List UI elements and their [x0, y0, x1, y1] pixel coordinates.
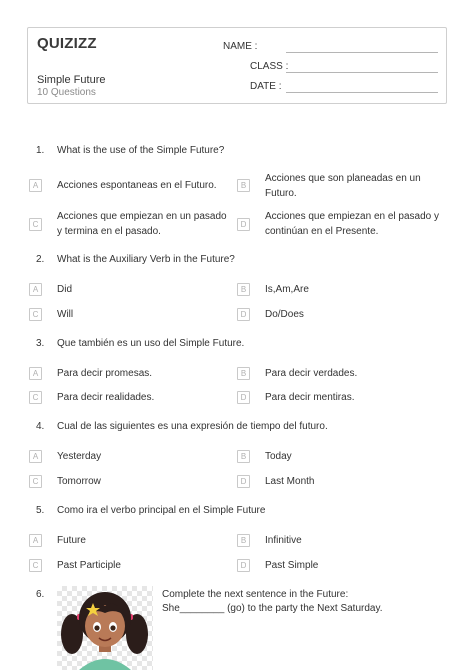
question-4-text: Cual de las siguientes es una expresión de tiempo del futuro.: [57, 421, 328, 432]
option-letter-a[interactable]: A: [29, 450, 42, 463]
option-letter-d[interactable]: D: [237, 308, 250, 321]
option-letter-a[interactable]: A: [29, 283, 42, 296]
option-text: Acciones que empiezan en el pasado y continúan en el Presente.: [265, 211, 440, 237]
option-text: Did: [57, 284, 73, 295]
option-letter-d[interactable]: D: [237, 475, 250, 488]
option-text: Will: [57, 309, 74, 320]
option-letter-d[interactable]: D: [237, 218, 250, 231]
option-letter-b[interactable]: B: [237, 450, 250, 463]
question-3-text: Que también es un uso del Simple Future.: [57, 338, 245, 349]
question-6-number: 6.: [36, 589, 45, 600]
option-letter-c[interactable]: C: [29, 391, 42, 404]
option-text: Para decir realidades.: [57, 392, 155, 403]
option-text: Yesterday: [57, 451, 102, 462]
girl-illustration: [57, 586, 153, 670]
option-text: Last Month: [265, 476, 315, 487]
option-text: Infinitive: [265, 535, 302, 546]
question-count: 10 Questions: [37, 87, 96, 98]
option-text: Today: [265, 451, 292, 462]
question-1-number: 1.: [36, 145, 45, 156]
option-letter-b[interactable]: B: [237, 534, 250, 547]
question-3-number: 3.: [36, 338, 45, 349]
option-text: Tomorrow: [57, 476, 101, 487]
question-6-sentence: She________ (go) to the party the Next Saturday.: [162, 603, 383, 614]
option-letter-b[interactable]: B: [237, 367, 250, 380]
option-text: Past Simple: [265, 560, 319, 571]
option-letter-a[interactable]: A: [29, 367, 42, 380]
class-line[interactable]: [286, 72, 438, 73]
option-text: Acciones que empiezan en un pasado y termina en el pasado.: [57, 211, 227, 237]
option-letter-c[interactable]: C: [29, 218, 42, 231]
option-letter-c[interactable]: C: [29, 559, 42, 572]
class-label: CLASS :: [250, 61, 289, 72]
date-line[interactable]: [286, 92, 438, 93]
option-text: Acciones espontaneas en el Futuro.: [57, 180, 217, 191]
question-5-number: 5.: [36, 505, 45, 516]
option-letter-a[interactable]: A: [29, 179, 42, 192]
option-letter-b[interactable]: B: [237, 283, 250, 296]
girl-cartoon-icon: [57, 586, 153, 670]
question-4-number: 4.: [36, 421, 45, 432]
option-text: Is,Am,Are: [265, 284, 309, 295]
name-line[interactable]: [286, 52, 438, 53]
option-letter-c[interactable]: C: [29, 308, 42, 321]
option-letter-b[interactable]: B: [237, 179, 250, 192]
question-5-text: Como ira el verbo principal en el Simple Future: [57, 505, 266, 516]
option-text: Future: [57, 535, 86, 546]
option-letter-a[interactable]: A: [29, 534, 42, 547]
date-label: DATE :: [250, 81, 282, 92]
option-text: Do/Does: [265, 309, 304, 320]
option-letter-c[interactable]: C: [29, 475, 42, 488]
option-letter-d[interactable]: D: [237, 391, 250, 404]
option-text: Para decir promesas.: [57, 368, 153, 379]
option-text: Acciones que son planeadas en un Futuro.: [265, 173, 421, 199]
worksheet-title: Simple Future: [37, 74, 106, 86]
quizizz-logo: QUIZIZZ: [37, 35, 97, 52]
option-text: Para decir mentiras.: [265, 392, 355, 403]
question-2-number: 2.: [36, 254, 45, 265]
option-text: Past Participle: [57, 560, 121, 571]
question-2-text: What is the Auxiliary Verb in the Future?: [57, 254, 235, 265]
question-6-text: Complete the next sentence in the Future:: [162, 589, 349, 600]
question-1-text: What is the use of the Simple Future?: [57, 145, 225, 156]
name-label: NAME :: [223, 41, 258, 52]
option-letter-d[interactable]: D: [237, 559, 250, 572]
option-text: Para decir verdades.: [265, 368, 358, 379]
